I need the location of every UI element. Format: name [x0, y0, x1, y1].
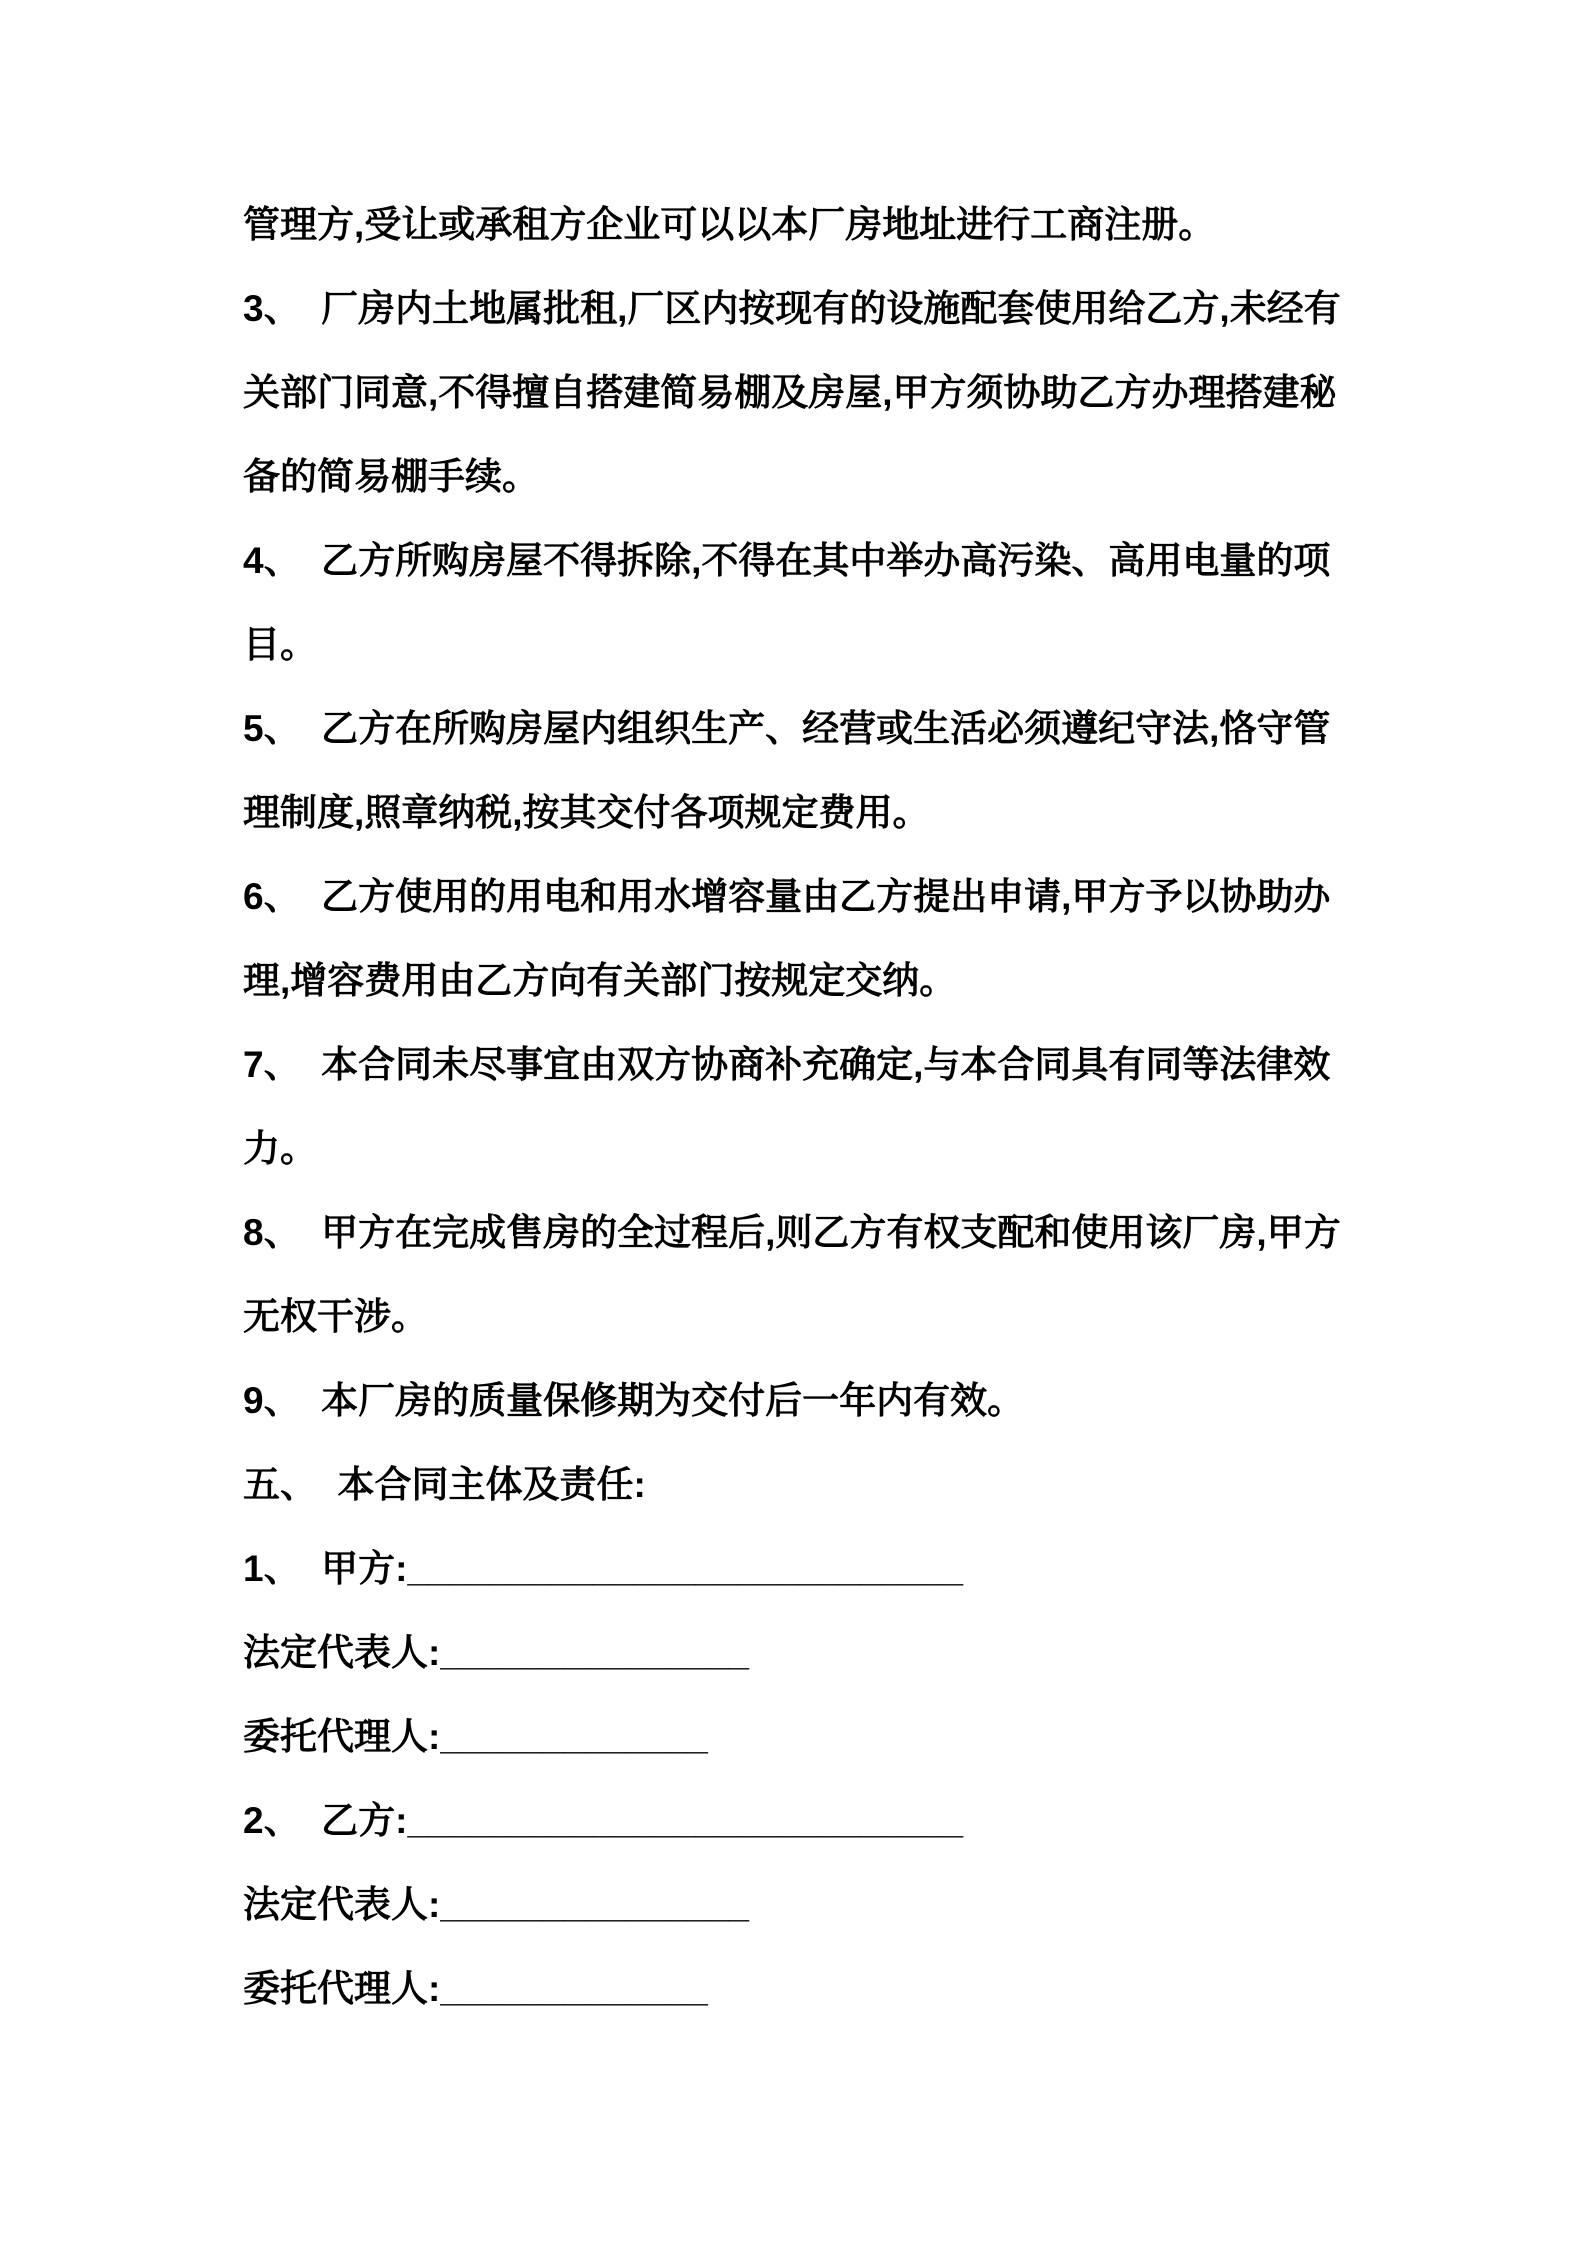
document-text-line: 委托代理人:_____________: [243, 1716, 708, 1757]
document-text-line: 4、 乙方所购房屋不得拆除,不得在其中举办高污染、高用电量的项: [243, 540, 1331, 581]
document-text-line: 无权干涉。: [243, 1296, 428, 1337]
document-text-line: 法定代表人:_______________: [243, 1632, 749, 1673]
document-text-line: 7、 本合同未尽事宜由双方协商补充确定,与本合同具有同等法律效: [243, 1044, 1331, 1085]
document-text-line: 理,增容费用由乙方向有关部门按规定交纳。: [243, 960, 957, 1001]
document-text-line: 6、 乙方使用的用电和用水增容量由乙方提出申请,甲方予以协助办: [243, 876, 1331, 917]
document-text-line: 5、 乙方在所购房屋内组织生产、经营或生活必须遵纪守法,恪守管: [243, 708, 1331, 749]
document-text-line: 2、 乙方:___________________________: [243, 1800, 964, 1841]
document-text-line: 9、 本厂房的质量保修期为交付后一年内有效。: [243, 1380, 1025, 1421]
document-text-line: 力。: [243, 1128, 317, 1169]
document-text-line: 理制度,照章纳税,按其交付各项规定费用。: [243, 792, 930, 833]
document-text-line: 1、 甲方:___________________________: [243, 1548, 964, 1589]
document-text-line: 目。: [243, 624, 317, 665]
document-text-line: 3、 厂房内土地属批租,厂区内按现有的设施配套使用给乙方,未经有: [243, 288, 1341, 329]
document-body: [243, 183, 1423, 2031]
document-text-line: 委托代理人:_____________: [243, 1968, 708, 2009]
document-text-line: 备的简易棚手续。: [243, 456, 539, 497]
document-text-line: 8、 甲方在完成售房的全过程后,则乙方有权支配和使用该厂房,甲方: [243, 1212, 1341, 1253]
document-text-line: 管理方,受让或承租方企业可以以本厂房地址进行工商注册。: [243, 204, 1216, 245]
document-text-line: 五、 本合同主体及责任:: [243, 1464, 646, 1505]
document-text-line: 法定代表人:_______________: [243, 1884, 749, 1925]
document-text-line: 关部门同意,不得擅自搭建简易棚及房屋,甲方须协助乙方办理搭建秘: [243, 372, 1337, 413]
